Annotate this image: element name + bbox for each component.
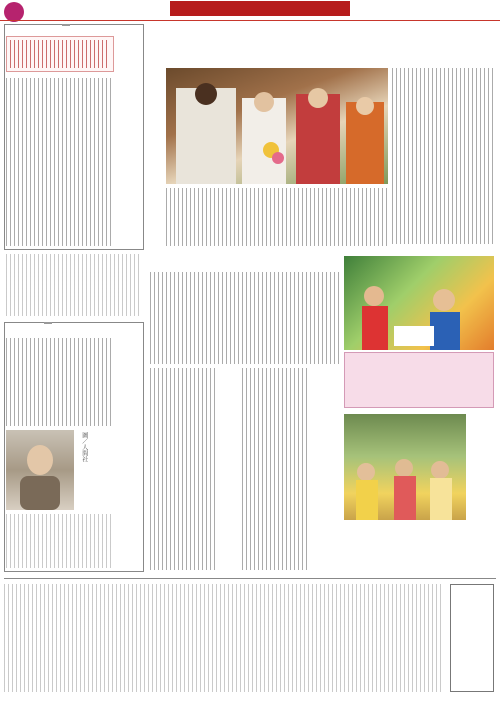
- footer-rule: [4, 578, 496, 579]
- second-story-text: [150, 272, 340, 364]
- third-story-text: [150, 368, 216, 570]
- profile-text: [6, 338, 114, 426]
- page-header: [0, 0, 500, 22]
- kids-art-box: [344, 352, 494, 408]
- fourth-story-text: [242, 368, 308, 570]
- qa-question-text: [10, 40, 110, 68]
- main-story-text-below: [166, 188, 388, 246]
- newspaper-logo: [4, 2, 24, 22]
- children-illustration: [344, 256, 494, 350]
- couples-illustration: [166, 68, 388, 184]
- event-notice-box: [450, 584, 494, 692]
- qa-answer-text-cont: [6, 254, 142, 316]
- elders-illustration: [344, 414, 466, 520]
- qa-column-tag: [62, 24, 70, 26]
- footer-notices-text: [4, 584, 444, 692]
- main-story-text-right: [392, 68, 494, 244]
- main-photo: [166, 68, 388, 184]
- kids-art-photo: [344, 256, 494, 350]
- elders-photo: [344, 414, 466, 520]
- header-rule: [0, 20, 500, 21]
- profile-photo-caption: 圖／人間社: [80, 432, 88, 462]
- profile-text-cont: [6, 514, 114, 568]
- qa-answer-text: [6, 78, 114, 246]
- person-illustration: [6, 430, 74, 510]
- masthead-bar: [170, 1, 350, 16]
- profile-photo: [6, 430, 74, 510]
- profile-column-tag: [44, 322, 52, 324]
